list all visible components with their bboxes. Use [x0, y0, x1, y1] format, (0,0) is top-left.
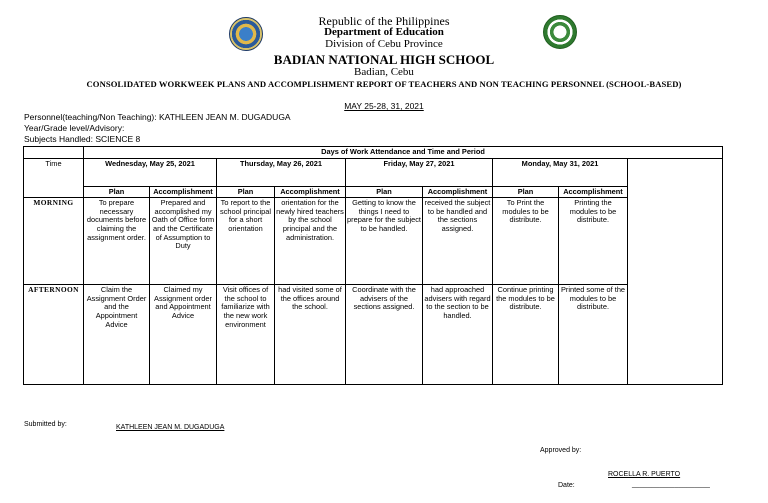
- day-header-4: Monday, May 31, 2021: [493, 158, 628, 186]
- day-header-2: Thursday, May 26, 2021: [217, 158, 346, 186]
- subjects-label: Subjects Handled:: [24, 134, 93, 144]
- table-cell: Visit offices of the school to familiarize with the new work environment: [217, 285, 275, 385]
- subjects-handled: [24, 134, 140, 144]
- morning-label: MORNING: [24, 198, 84, 285]
- table-cell: Coordinate with the advisers of the sections assigned.: [346, 285, 423, 385]
- afternoon-label: AFTERNOON: [24, 285, 84, 385]
- accomplishment-header: Accomplishment: [423, 186, 493, 198]
- date-line: ____________________: [632, 481, 710, 488]
- table-cell: Printed some of the modules to be distribute.: [559, 285, 628, 385]
- day-header-1: Wednesday, May 25, 2021: [84, 158, 217, 186]
- plan-header: Plan: [493, 186, 559, 198]
- time-header: Time: [24, 158, 84, 198]
- table-cell: had approached advisers with regard to the section to be handled.: [423, 285, 493, 385]
- report-title: CONSOLIDATED WORKWEEK PLANS AND ACCOMPLISHMENT REPORT OF TEACHERS AND NON TEACHING PERSONNEL (SCHOOL-BASED): [86, 79, 682, 89]
- submitted-by-name: KATHLEEN JEAN M. DUGADUGA: [116, 424, 225, 431]
- plan-header: Plan: [217, 186, 275, 198]
- submitted-by-label: Submitted by:: [24, 421, 67, 428]
- table-cell: Getting to know the things I need to prepare for the subject to be handled.: [346, 198, 423, 285]
- accomplishment-header: Accomplishment: [150, 186, 217, 198]
- table-cell: had visited some of the offices around the school.: [275, 285, 346, 385]
- plan-header: Plan: [84, 186, 150, 198]
- date-label: Date:: [558, 482, 575, 489]
- school-address: Badian, Cebu: [354, 66, 414, 78]
- table-cell: To Print the modules to be distribute.: [493, 198, 559, 285]
- table-cell: Continue printing the modules to be distribute.: [493, 285, 559, 385]
- subjects-value: SCIENCE 8: [95, 134, 141, 144]
- approved-by-name: ROCELLA R. PUERTO: [608, 471, 681, 478]
- header-republic: Republic of the Philippines: [318, 14, 450, 28]
- accomplishment-header: Accomplishment: [559, 186, 628, 198]
- table-cell: Prepared and accomplished my Oath of Office form and the Certificate of Assumption to Duty: [150, 198, 217, 285]
- table-cell: orientation for the newly hired teachers by the school principal and the administration.: [275, 198, 346, 285]
- header-department: Department of Education: [324, 26, 444, 38]
- days-header: Days of Work Attendance and Time and Period: [84, 147, 723, 159]
- table-cell: To prepare necessary documents before claiming the assignment order.: [84, 198, 150, 285]
- table-row: [24, 198, 723, 285]
- days-header-spacer: [24, 147, 84, 159]
- table-cell: Claimed my Assignment order and Appointment Advice: [150, 285, 217, 385]
- day-header-3: Friday, May 27, 2021: [346, 158, 493, 186]
- approved-by-label: Approved by:: [540, 447, 582, 454]
- personnel-name: Personnel(teaching/Non Teaching): KATHLEEN JEAN M. DUGADUGA: [24, 112, 291, 122]
- table-cell: Printing the modules to be distribute.: [559, 198, 628, 285]
- grade-level: Year/Grade level/Advisory:: [24, 123, 125, 133]
- plan-header: Plan: [346, 186, 423, 198]
- accomplishment-header: Accomplishment: [275, 186, 346, 198]
- table-cell: Claim the Assignment Order and the Appointment Advice: [84, 285, 150, 385]
- table-cell: received the subject to be handled and the sections assigned.: [423, 198, 493, 285]
- report-dates: MAY 25-28, 31, 2021: [344, 101, 424, 111]
- blank-column: [628, 158, 723, 385]
- workweek-table: [23, 146, 723, 385]
- header-division: Division of Cebu Province: [325, 38, 443, 50]
- table-row: [24, 285, 723, 385]
- table-cell: To report to the school principal for a short orientation: [217, 198, 275, 285]
- school-name: BADIAN NATIONAL HIGH SCHOOL: [273, 52, 495, 67]
